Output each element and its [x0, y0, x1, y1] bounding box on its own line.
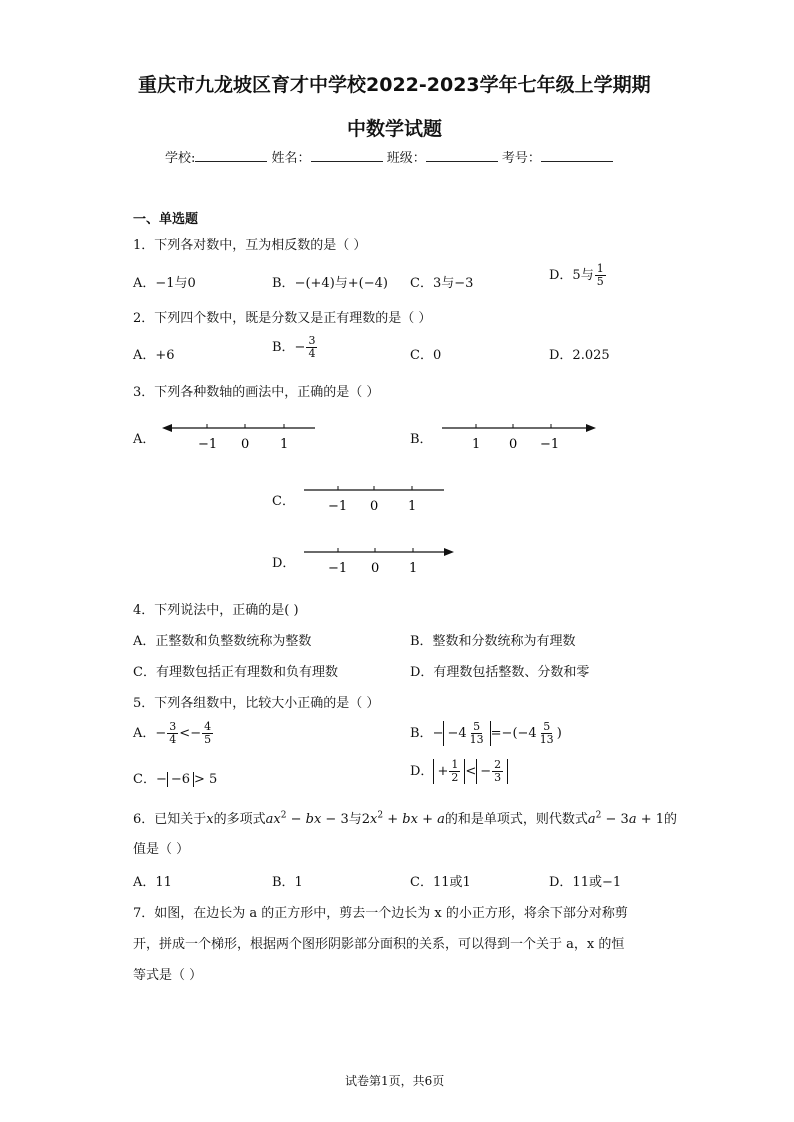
- tick-label: −1: [328, 499, 348, 514]
- question-5-option-d[interactable]: D． + $\frac{1}{2}$ < − $\frac{2}{3}$: [410, 759, 508, 784]
- question-2-option-a[interactable]: A．+6: [133, 348, 175, 363]
- question-2-option-d[interactable]: D．2.025: [549, 348, 610, 363]
- school-label: 学校:: [165, 151, 196, 166]
- school-blank[interactable]: [195, 149, 267, 162]
- question-2-option-b[interactable]: [272, 335, 318, 360]
- question-6-option-d[interactable]: D．11或−1: [549, 875, 622, 890]
- question-5-stem: 5．下列各组数中，比较大小正确的是（ ）: [133, 696, 380, 711]
- absolute-value: −6: [167, 772, 194, 787]
- page-footer: 试卷第1页，共6页: [345, 1074, 445, 1088]
- question-7-stem-line3: 等式是（ ）: [133, 968, 203, 983]
- question-5-option-b[interactable]: B．− −4 $\frac{5}{13}$ =−(−4 $\frac{5}{13}$ ): [410, 720, 562, 746]
- option-b-prefix: B．: [410, 726, 433, 741]
- student-info-line: [165, 147, 613, 166]
- question-4-option-d[interactable]: D．有理数包括整数、分数和零: [410, 665, 590, 680]
- tick-label: −1: [540, 437, 560, 452]
- option-a-prefix: A．: [133, 726, 156, 741]
- fraction: $\frac{1}{5}$: [596, 262, 604, 288]
- question-6-stem: 6．已知关于x的多项式$ax^2$ − bx − 3与$2x^2$ + bx + a的和是单项式，则代数式$a^2 - 3a + 1$的: [133, 810, 678, 827]
- number-line-a: [160, 418, 320, 454]
- question-1-option-a[interactable]: A．−1与0: [133, 276, 196, 291]
- option-d-prefix: D．5与: [549, 268, 594, 283]
- option-b-prefix: B．: [272, 276, 295, 291]
- question-5-option-a[interactable]: A．− $\frac{3}{4}$ <− $\frac{4}{5}$: [133, 720, 212, 746]
- question-6-option-a[interactable]: A．11: [133, 875, 172, 890]
- tick-label: 0: [509, 437, 518, 452]
- name-blank[interactable]: [311, 149, 383, 162]
- name-label: 姓名：: [271, 151, 311, 166]
- question-4-option-c[interactable]: C．有理数包括正有理数和负有理数: [133, 665, 338, 680]
- tick-label: −1: [198, 437, 218, 452]
- question-7-stem-line2: 开，拼成一个梯形，根据两个图形阴影部分面积的关系，可以得到一个关于 a，x 的恒: [133, 937, 625, 952]
- section-heading: 一、单选题: [133, 212, 199, 227]
- question-4-option-a[interactable]: A．正整数和负整数统称为整数: [133, 634, 312, 649]
- class-blank[interactable]: [426, 149, 498, 162]
- absolute-value: + $\frac{1}{2}$: [433, 759, 465, 784]
- exam-title-line1: 重庆市九龙坡区育才中学校2022-2023学年七年级上学期期: [138, 74, 651, 96]
- question-3-stem: 3．下列各种数轴的画法中，正确的是（ ）: [133, 385, 380, 400]
- question-1-stem: 1．下列各对数中，互为相反数的是（ ）: [133, 238, 367, 253]
- question-6-option-c[interactable]: C．11或1: [410, 875, 471, 890]
- option-c-prefix: C．: [133, 772, 156, 787]
- question-2-stem: 2．下列四个数中，既是分数又是正有理数的是（ ）: [133, 311, 432, 326]
- question-1-option-d[interactable]: [549, 263, 607, 288]
- tick-label: 1: [408, 499, 417, 514]
- question-4-stem: 4．下列说法中，正确的是( ): [133, 603, 299, 618]
- question-1-option-c[interactable]: C．3与−3: [410, 276, 474, 291]
- absolute-value: − $\frac{2}{3}$: [476, 759, 508, 784]
- question-1-option-b[interactable]: [272, 272, 388, 291]
- number-label: 考号：: [501, 151, 541, 166]
- question-3-option-d[interactable]: D．: [272, 556, 296, 571]
- class-label: 班级：: [386, 151, 426, 166]
- number-line-d: [302, 542, 462, 578]
- option-d-prefix: D．: [410, 764, 434, 779]
- tick-label: 0: [371, 561, 380, 576]
- fraction: $\frac{3}{4}$: [169, 720, 177, 746]
- option-b-prefix: B．−: [272, 340, 306, 355]
- question-5-option-c[interactable]: C．− −6 > 5: [133, 772, 218, 787]
- question-2-option-c[interactable]: C．0: [410, 348, 442, 363]
- option-b-expr: −(+4)与+(−4): [294, 276, 388, 291]
- question-4-option-b[interactable]: B．整数和分数统称为有理数: [410, 634, 576, 649]
- exam-title-line2: 中数学试题: [347, 118, 443, 140]
- number-line-c: [302, 480, 452, 516]
- tick-label: 0: [241, 437, 250, 452]
- tick-label: 1: [409, 561, 418, 576]
- number-line-b: [440, 418, 600, 454]
- absolute-value: −4 $\frac{5}{13}$: [443, 721, 490, 746]
- question-6-option-b[interactable]: B．1: [272, 875, 303, 890]
- question-7-stem-line1: 7．如图，在边长为 a 的正方形中，剪去一个边长为 x 的小正方形，将余下部分对称剪: [133, 906, 628, 921]
- tick-label: 0: [370, 499, 379, 514]
- tick-label: 1: [280, 437, 289, 452]
- tick-label: −1: [328, 561, 348, 576]
- question-3-option-c[interactable]: C．: [272, 494, 295, 509]
- fraction: $\frac{3}{4}$: [308, 334, 316, 360]
- number-blank[interactable]: [541, 149, 613, 162]
- question-3-option-b[interactable]: B．: [410, 432, 433, 447]
- question-3-option-a[interactable]: A．: [133, 432, 156, 447]
- fraction: $\frac{4}{5}$: [204, 720, 212, 746]
- question-6-stem-line2: 值是（ ）: [133, 842, 190, 857]
- tick-label: 1: [472, 437, 481, 452]
